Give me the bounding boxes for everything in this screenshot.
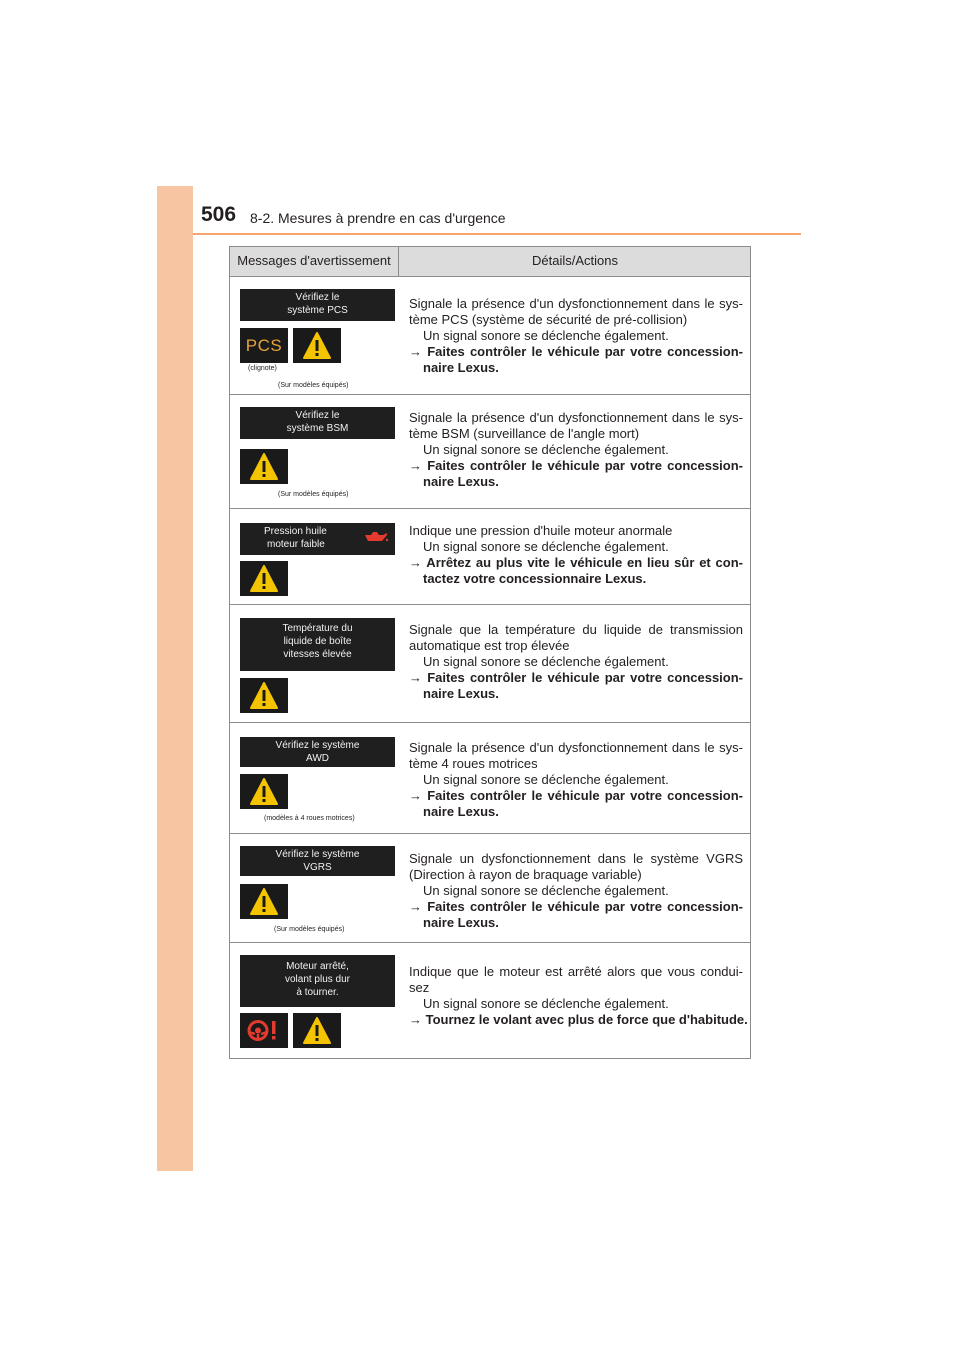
warning-triangle-icon — [240, 884, 288, 919]
sound-text: Un signal sonore se déclenche également. — [423, 539, 669, 554]
detail-text: Signale la présence d'un dysfonctionnement dans le sys-tème BSM (surveillance de l'angle mort) — [409, 410, 743, 441]
action-text: → Faites contrôler le véhicule par votre concession-naire Lexus. — [409, 344, 743, 375]
message-line: Pression huile — [264, 526, 327, 537]
detail-text: Signale un dysfonctionnement dans le système VGRS (Direction à rayon de braquage variable) — [409, 851, 743, 882]
message-line: Vérifiez le système — [275, 849, 360, 860]
message-display — [240, 955, 395, 1007]
message-display — [240, 289, 395, 321]
table-row-transmission-temp — [230, 605, 750, 723]
message-line: volant plus dur — [284, 974, 351, 985]
table-row-pcs — [230, 277, 750, 395]
sound-text: Un signal sonore se déclenche également. — [423, 328, 669, 343]
table-row-engine-stopped — [230, 943, 750, 1058]
column-divider — [398, 247, 399, 276]
equipment-note: (Sur modèles équipés) — [278, 491, 349, 498]
message-display — [240, 846, 395, 876]
message-line: Température du — [282, 623, 353, 634]
detail-text: Indique que le moteur est arrêté alors que vous condui-sez — [409, 964, 743, 995]
row-details — [409, 410, 743, 490]
table-row-oil-pressure — [230, 509, 750, 605]
message-line: Moteur arrêté, — [286, 961, 349, 972]
table-row-vgrs — [230, 834, 750, 943]
row-details — [409, 622, 743, 702]
message-line: à tourner. — [296, 987, 339, 998]
row-details — [409, 740, 743, 820]
blink-note: (clignote) — [248, 365, 277, 372]
action-text: → Faites contrôler le véhicule par votre concession-naire Lexus. — [409, 788, 743, 819]
column-gap — [398, 277, 399, 1058]
column-header-messages: Messages d'avertissement — [237, 253, 391, 268]
page-number: 506 — [201, 203, 237, 226]
action-text: → Arrêtez au plus vite le véhicule en lieu sûr et con-tactez votre concessionnaire Lexus. — [409, 555, 743, 586]
detail-text: Signale que la température du liquide de transmission automatique est trop élevée — [409, 622, 743, 653]
row-details — [409, 851, 743, 931]
message-display — [240, 737, 395, 767]
detail-text: Signale la présence d'un dysfonctionnement dans le sys-tème PCS (système de sécurité de pré-collision) — [409, 296, 743, 327]
equipment-note: (modèles à 4 roues motrices) — [264, 815, 355, 822]
sound-text: Un signal sonore se déclenche également. — [423, 442, 669, 457]
message-line: vitesses élevée — [283, 649, 352, 660]
action-text: → Faites contrôler le véhicule par votre concession-naire Lexus. — [409, 899, 743, 930]
warning-triangle-icon — [240, 449, 288, 484]
message-line: Vérifiez le système — [275, 740, 360, 751]
message-line: Vérifiez le — [295, 410, 340, 421]
warning-triangle-icon — [240, 678, 288, 713]
action-text: → Faites contrôler le véhicule par votre concession-naire Lexus. — [409, 670, 743, 701]
message-display — [240, 618, 395, 671]
oil-can-icon — [361, 528, 389, 546]
detail-text: Signale la présence d'un dysfonctionnement dans le sys-tème 4 roues motrices — [409, 740, 743, 771]
message-line: liquide de boîte — [283, 636, 352, 647]
sound-text: Un signal sonore se déclenche également. — [423, 654, 669, 669]
column-header-details: Détails/Actions — [532, 253, 618, 268]
action-text: → Faites contrôler le véhicule par votre concession-naire Lexus. — [409, 458, 743, 489]
row-details — [409, 523, 743, 587]
table-row-bsm — [230, 395, 750, 509]
warning-triangle-icon — [240, 561, 288, 596]
action-text: → Tournez le volant avec plus de force que d'habitude. — [409, 1012, 748, 1027]
section-title: 8-2. Mesures à prendre en cas d'urgence — [250, 210, 506, 226]
message-line: VGRS — [303, 862, 332, 873]
warning-triangle-icon — [293, 328, 341, 363]
row-details — [409, 964, 748, 1028]
message-line: AWD — [306, 753, 329, 764]
row-details — [409, 296, 743, 376]
detail-text: Indique une pression d'huile moteur anormale — [409, 523, 673, 538]
equipment-note: (Sur modèles équipés) — [274, 926, 345, 933]
header-rule — [193, 233, 801, 235]
side-tab-bar — [157, 186, 193, 1171]
warning-triangle-icon — [240, 774, 288, 809]
steering-warning-icon — [240, 1013, 288, 1048]
message-line: système BSM — [286, 423, 349, 434]
table-header — [230, 247, 750, 277]
sound-text: Un signal sonore se déclenche également. — [423, 996, 669, 1011]
sound-text: Un signal sonore se déclenche également. — [423, 883, 669, 898]
message-display — [240, 523, 395, 555]
message-line: système PCS — [287, 305, 348, 316]
equipment-note: (Sur modèles équipés) — [278, 382, 349, 389]
message-line: moteur faible — [267, 539, 325, 550]
pcs-indicator-icon: PCS — [240, 328, 288, 363]
table-row-awd — [230, 723, 750, 834]
message-line: Vérifiez le — [295, 292, 340, 303]
warning-table — [229, 246, 751, 1059]
warning-triangle-icon — [293, 1013, 341, 1048]
sound-text: Un signal sonore se déclenche également. — [423, 772, 669, 787]
message-display — [240, 407, 395, 439]
